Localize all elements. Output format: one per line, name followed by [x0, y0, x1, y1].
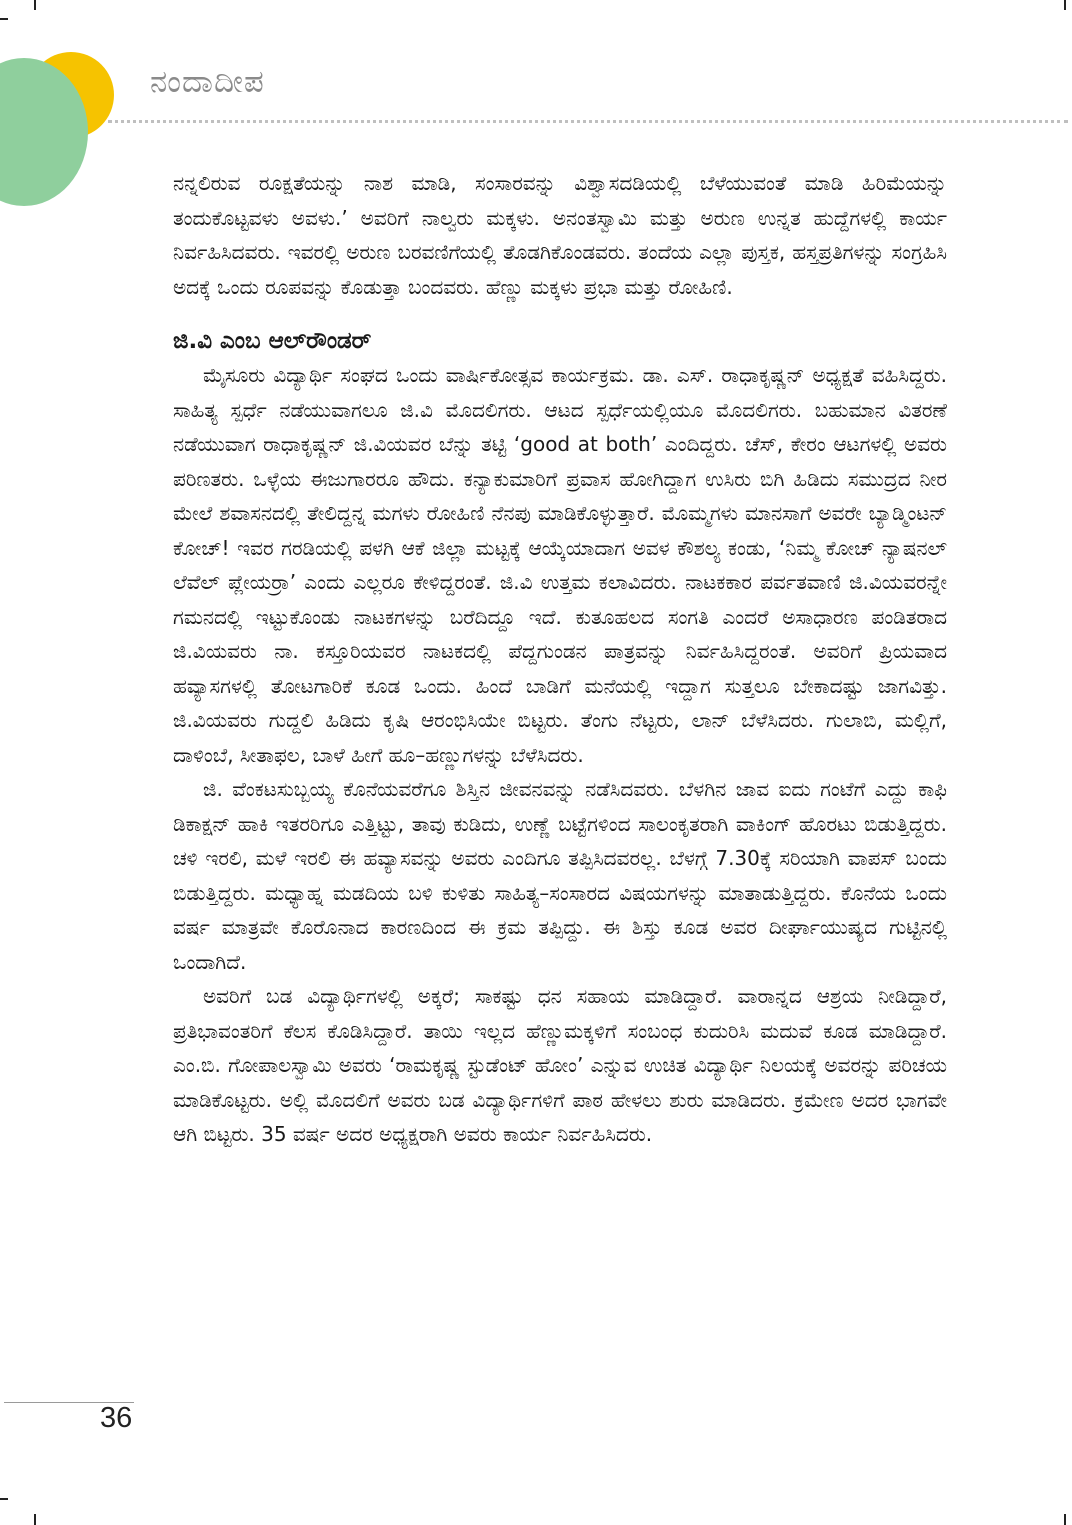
- paragraph: ಮೈಸೂರು ವಿದ್ಯಾರ್ಥಿ ಸಂಘದ ಒಂದು ವಾರ್ಷಿಕೋತ್ಸವ ಕಾರ್ಯಕ್ರಮ. ಡಾ. ಎಸ್. ರಾಧಾಕೃಷ್ಣನ್ ಅಧ್ಯಕ್ಷತೆ ವಹಿಸಿದ್ದರು. ಸಾಹಿತ್ಯ ಸ್ಪರ್ಧೆ ನಡೆಯುವಾಗಲೂ ಜಿ.ವಿ ಮೊದಲಿಗರು. ಆಟದ ಸ್ಪರ್ಧೆಯಲ್ಲಿಯೂ ಮೊದಲಿಗರು. ಬಹುಮಾನ ವಿತರಣೆ ನಡೆಯುವಾಗ ರಾಧಾಕೃಷ್ಣನ್ ಜಿ.ವಿಯವರ ಬೆನ್ನು ತಟ್ಟಿ ‘good at both’ ಎಂದಿದ್ದರು. ಚೆಸ್, ಕೇರಂ ಆಟಗಳಲ್ಲಿ ಅವರು ಪರಿಣತರು. ಒಳ್ಳೆಯ ಈಜುಗಾರರೂ ಹೌದು. ಕನ್ಯಾಕುಮಾರಿಗೆ ಪ್ರವಾಸ ಹೋಗಿದ್ದಾಗ ಉಸಿರು ಬಿಗಿ ಹಿಡಿದು ಸಮುದ್ರದ ನೀರ ಮೇಲೆ ಶವಾಸನದಲ್ಲಿ ತೇಲಿದ್ದನ್ನ ಮಗಳು ರೋಹಿಣಿ ನೆನಪು ಮಾಡಿಕೊಳ್ಳುತ್ತಾರೆ. ಮೊಮ್ಮಗಳು ಮಾನಸಾಗೆ ಅವರೇ ಬ್ಯಾಡ್ಮಿಂಟನ್ ಕೋಚ್! ಇವರ ಗರಡಿಯಲ್ಲಿ ಪಳಗಿ ಆಕೆ ಜಿಲ್ಲಾ ಮಟ್ಟಕ್ಕೆ ಆಯ್ಕೆಯಾದಾಗ ಅವಳ ಕೌಶಲ್ಯ ಕಂಡು, ‘ನಿಮ್ಮ ಕೋಚ್ ನ್ಯಾಷನಲ್ ಲೆವೆಲ್ ಪ್ಲೇಯರ್ರಾ’ ಎಂದು ಎಲ್ಲರೂ ಕೇಳಿದ್ದರಂತೆ. ಜಿ.ವಿ ಉತ್ತಮ ಕಲಾವಿದರು. ನಾಟಕಕಾರ ಪರ್ವತವಾಣಿ ಜಿ.ವಿಯವರನ್ನೇ ಗಮನದಲ್ಲಿ ಇಟ್ಟುಕೊಂಡು ನಾಟಕಗಳನ್ನು ಬರೆದಿದ್ದೂ ಇದೆ. ಕುತೂಹಲದ ಸಂಗತಿ ಎಂದರೆ ಅಸಾಧಾರಣ ಪಂಡಿತರಾದ ಜಿ.ವಿಯವರು ನಾ. ಕಸ್ತೂರಿಯವರ ನಾಟಕದಲ್ಲಿ ಪೆದ್ದಗುಂಡನ ಪಾತ್ರವನ್ನು ನಿರ್ವಹಿಸಿದ್ದರಂತೆ. ಅವರಿಗೆ ಪ್ರಿಯವಾದ ಹವ್ಯಾಸಗಳಲ್ಲಿ ತೋಟಗಾರಿಕೆ ಕೂಡ ಒಂದು. ಹಿಂದೆ ಬಾಡಿಗೆ ಮನೆಯಲ್ಲಿ ಇದ್ದಾಗ ಸುತ್ತಲೂ ಬೇಕಾದಷ್ಟು ಜಾಗವಿತ್ತು. ಜಿ.ವಿಯವರು ಗುದ್ದಲಿ ಹಿಡಿದು ಕೃಷಿ ಆರಂಭಿಸಿಯೇ ಬಿಟ್ಟರು. ತೆಂಗು ನೆಟ್ಟರು, ಲಾನ್ ಬೆಳೆಸಿದರು. ಗುಲಾಬಿ, ಮಲ್ಲಿಗೆ, ದಾಳಿಂಬೆ, ಸೀತಾಫಲ, ಬಾಳೆ ಹೀಗೆ ಹೂ–ಹಣ್ಣುಗಳನ್ನು ಬೆಳೆಸಿದರು.: [173, 363, 947, 767]
- paragraph: ಅವರಿಗೆ ಬಡ ವಿದ್ಯಾರ್ಥಿಗಳಲ್ಲಿ ಅಕ್ಕರೆ; ಸಾಕಷ್ಟು ಧನ ಸಹಾಯ ಮಾಡಿದ್ದಾರೆ. ವಾರಾನ್ನದ ಆಶ್ರಯ ನೀಡಿದ್ದಾರೆ, ಪ್ರತಿಭಾವಂತರಿಗೆ ಕೆಲಸ ಕೊಡಿಸಿದ್ದಾರೆ. ತಾಯಿ ಇಲ್ಲದ ಹೆಣ್ಣುಮಕ್ಕಳಿಗೆ ಸಂಬಂಧ ಕುದುರಿಸಿ ಮದುವೆ ಕೂಡ ಮಾಡಿದ್ದಾರೆ. ಎಂ.ಬಿ. ಗೋಪಾಲಸ್ವಾಮಿ ಅವರು ‘ರಾಮಕೃಷ್ಣ ಸ್ಟುಡೆಂಟ್ ಹೋಂ’ ಎನ್ನುವ ಉಚಿತ ವಿದ್ಯಾರ್ಥಿ ನಿಲಯಕ್ಕೆ ಅವರನ್ನು ಪರಿಚಯ ಮಾಡಿಕೊಟ್ಟರು. ಅಲ್ಲಿ ಮೊದಲಿಗೆ ಅವರು ಬಡ ವಿದ್ಯಾರ್ಥಿಗಳಿಗೆ ಪಾಠ ಹೇಳಲು ಶುರು ಮಾಡಿದರು. ಕ್ರಮೇಣ ಅದರ ಭಾಗವೇ ಆಗಿ ಬಿಟ್ಟರು. 35 ವರ್ಷ ಅದರ ಅಧ್ಯಕ್ಷರಾಗಿ ಅವರು ಕಾರ್ಯ ನಿರ್ವಹಿಸಿದರು.: [173, 984, 947, 1146]
- article-body: [173, 166, 947, 1152]
- crop-mark: [0, 18, 8, 20]
- crop-mark: [0, 1498, 8, 1500]
- crop-mark: [1064, 1514, 1066, 1525]
- crop-mark: [1064, 0, 1066, 10]
- page-number: 36: [100, 1402, 133, 1434]
- header-dotted-divider: [108, 120, 1068, 123]
- paragraph: ನನ್ನಲಿರುವ ರೂಕ್ಷತೆಯನ್ನು ನಾಶ ಮಾಡಿ, ಸಂಸಾರವನ್ನು ವಿಶ್ವಾಸದಡಿಯಲ್ಲಿ ಬೆಳೆಯುವಂತೆ ಮಾಡಿ ಹಿರಿಮೆಯನ್ನು ತಂದುಕೊಟ್ಟವಳು ಅವಳು.’ ಅವರಿಗೆ ನಾಲ್ವರು ಮಕ್ಕಳು. ಅನಂತಸ್ವಾಮಿ ಮತ್ತು ಅರುಣ ಉನ್ನತ ಹುದ್ದೆಗಳಲ್ಲಿ ಕಾರ್ಯ ನಿರ್ವಹಿಸಿದವರು. ಇವರಲ್ಲಿ ಅರುಣ ಬರವಣಿಗೆಯಲ್ಲಿ ತೊಡಗಿಕೊಂಡವರು. ತಂದೆಯ ಎಲ್ಲಾ ಪುಸ್ತಕ, ಹಸ್ತಪ್ರತಿಗಳನ್ನು ಸಂಗ್ರಹಿಸಿ ಅದಕ್ಕೆ ಒಂದು ರೂಪವನ್ನು ಕೊಡುತ್ತಾ ಬಂದವರು. ಹೆಣ್ಣು ಮಕ್ಕಳು ಪ್ರಭಾ ಮತ್ತು ರೋಹಿಣಿ.: [173, 171, 947, 299]
- crop-mark: [34, 0, 36, 10]
- paragraph: ಜಿ. ವೆಂಕಟಸುಬ್ಬಯ್ಯ ಕೊನೆಯವರೆಗೂ ಶಿಸ್ತಿನ ಜೀವನವನ್ನು ನಡೆಸಿದವರು. ಬೆಳಗಿನ ಜಾವ ಐದು ಗಂಟೆಗೆ ಎದ್ದು ಕಾಫಿ ಡಿಕಾಕ್ಷನ್ ಹಾಕಿ ಇತರರಿಗೂ ಎತ್ತಿಟ್ಟು, ತಾವು ಕುಡಿದು, ಉಣ್ಣೆ ಬಟ್ಟೆಗಳಿಂದ ಸಾಲಂಕೃತರಾಗಿ ವಾಕಿಂಗ್ ಹೊರಟು ಬಿಡುತ್ತಿದ್ದರು. ಚಳಿ ಇರಲಿ, ಮಳೆ ಇರಲಿ ಈ ಹವ್ಯಾಸವನ್ನು ಅವರು ಎಂದಿಗೂ ತಪ್ಪಿಸಿದವರಲ್ಲ. ಬೆಳಗ್ಗೆ 7.30ಕ್ಕೆ ಸರಿಯಾಗಿ ವಾಪಸ್ ಬಂದು ಬಿಡುತ್ತಿದ್ದರು. ಮಧ್ಯಾಹ್ನ ಮಡದಿಯ ಬಳಿ ಕುಳಿತು ಸಾಹಿತ್ಯ–ಸಂಸಾರದ ವಿಷಯಗಳನ್ನು ಮಾತಾಡುತ್ತಿದ್ದರು. ಕೊನೆಯ ಒಂದು ವರ್ಷ ಮಾತ್ರವೇ ಕೊರೊನಾದ ಕಾರಣದಿಂದ ಈ ಕ್ರಮ ತಪ್ಪಿದ್ದು. ಈ ಶಿಸ್ತು ಕೂಡ ಅವರ ದೀರ್ಘಾಯುಷ್ಯದ ಗುಟ್ಟಿನಲ್ಲಿ ಒಂದಾಗಿದೆ.: [173, 777, 947, 974]
- section-heading: ಜಿ.ವಿ ಎಂಬ ಆಲ್‌ರೌಂಡರ್: [173, 328, 372, 354]
- running-header-title: ನಂದಾದೀಪ: [150, 64, 265, 100]
- crop-mark: [34, 1514, 36, 1525]
